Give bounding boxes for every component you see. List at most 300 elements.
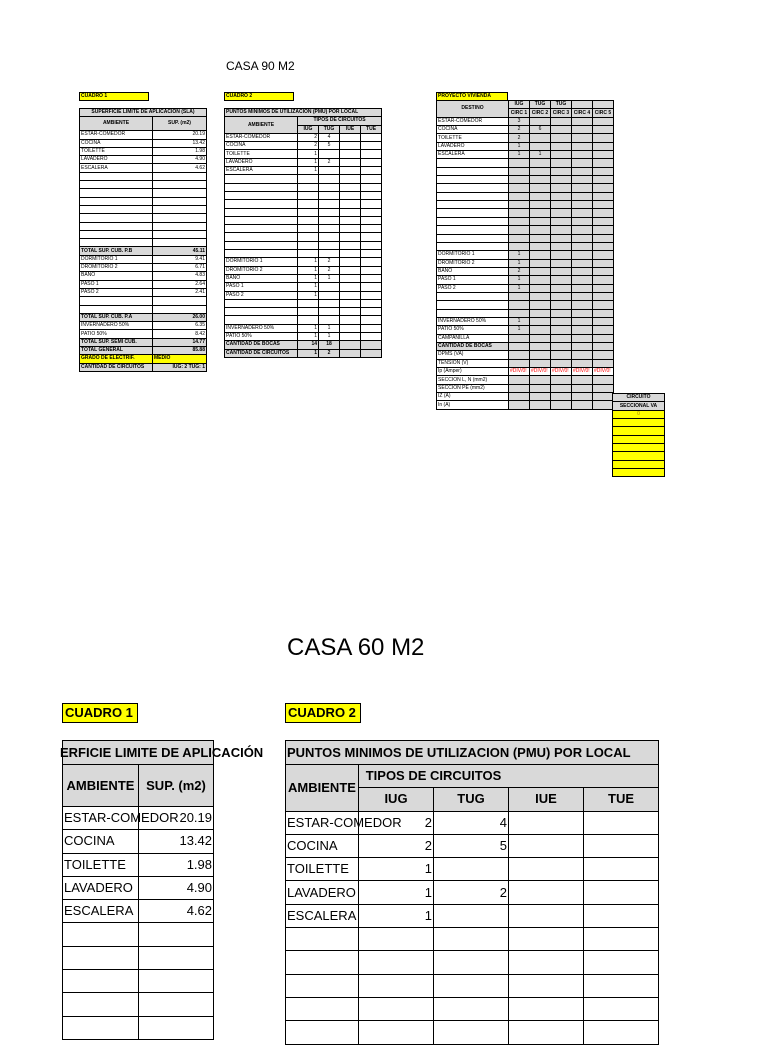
table-row [225,183,382,191]
table-row [80,305,207,313]
div0-cell: #DIV/0! [551,368,572,376]
sup-cell: 4.83 [153,272,207,280]
circ-cell [551,126,572,134]
circ-cell [593,317,614,325]
ambiente-cell [225,183,298,191]
circ-cell [593,126,614,134]
sup-cell [153,297,207,305]
circ-cell [572,284,593,292]
ambiente-cell: PASO 2 [80,288,153,296]
circ-cell [551,201,572,209]
value-cell [584,997,659,1020]
circ-cell [593,351,614,359]
value-cell: 1 [319,324,340,332]
circ-cell [530,142,551,150]
value-cell [319,183,340,191]
cantidad-bocas-value [361,341,382,349]
value-cell: 2 [434,881,509,904]
value-cell [509,858,584,881]
table-row [437,359,614,367]
circ-header: CIRC 5 [593,109,614,117]
table-row [225,283,382,291]
ambiente-cell [286,974,359,997]
value-cell [359,951,434,974]
value-cell [434,928,509,951]
circ-cell [593,376,614,384]
circ-cell [509,159,530,167]
table-row [437,334,614,342]
value-cell: 2 [359,811,434,834]
value-cell [509,974,584,997]
ambiente-cell: ESCALERA [225,167,298,175]
circ-cell: 1 [509,251,530,259]
table-row [80,280,207,288]
ambiente-cell: BAÑO [80,272,153,280]
value-cell [319,208,340,216]
circ-cell [572,267,593,275]
bottom-row-label: CANTIDAD DE BOCAS [437,342,509,350]
page-title-casa-60: CASA 60 M2 [287,634,425,661]
table-row [286,834,659,857]
circ-cell [593,142,614,150]
table-row [437,251,614,259]
value-cell [319,167,340,175]
table-row [286,881,659,904]
circ-cell [572,351,593,359]
circ-cell [530,342,551,350]
circ-cell [572,226,593,234]
table-row [225,324,382,332]
circ-cell [551,117,572,125]
destino-cell [437,234,509,242]
value-cell [340,142,361,150]
value-cell: 2 [298,142,319,150]
value-cell [359,1021,434,1044]
circ-cell [593,251,614,259]
circ-cell [572,151,593,159]
ambiente-cell [225,241,298,249]
circ-cell [572,292,593,300]
circ-cell [530,351,551,359]
ambiente-cell: PATIO 50% [225,333,298,341]
table-row [225,291,382,299]
cantidad-circuitos-value: 2 [319,349,340,357]
table-row [80,347,207,355]
table-row [286,974,659,997]
circ-cell [530,284,551,292]
sup-cell: 2.64 [153,280,207,288]
value-cell: 1 [319,333,340,341]
value-cell [359,997,434,1020]
circ-cell: 2 [509,126,530,134]
circ-cell [509,292,530,300]
circ-cell [572,276,593,284]
sup-cell: 1.98 [139,853,214,876]
value-cell [319,283,340,291]
circ-cell [509,309,530,317]
circ-cell [551,301,572,309]
table-row [437,276,614,284]
ambiente-cell: ESTAR-COMEDOR [80,131,153,139]
circ-cell [593,309,614,317]
sup-cell [139,946,214,969]
value-cell [319,191,340,199]
table-row [437,259,614,267]
ambiente-cell [80,305,153,313]
ambiente-cell [80,230,153,238]
sup-cell: 6.35 [153,322,207,330]
circ-cell [593,234,614,242]
table-row [80,230,207,238]
sup-cell: 4.90 [139,876,214,899]
type-header [593,101,614,109]
table-row [437,326,614,334]
table-row [80,338,207,346]
destino-cell: ESTAR-COMEDOR [437,117,509,125]
circ-cell [593,393,614,401]
value-cell [319,200,340,208]
circ-cell [551,242,572,250]
table-row [225,233,382,241]
ambiente-cell: TOILETTE [225,150,298,158]
circ-cell [572,326,593,334]
circ-cell [530,209,551,217]
circ-cell [572,159,593,167]
table-row [286,928,659,951]
table-row [225,258,382,266]
ambiente-cell: ESTAR-COMEDOR [225,133,298,141]
value-cell [340,324,361,332]
ambiente-cell: TOILETTE [80,147,153,155]
circ-cell [572,401,593,409]
ambiente-cell [225,216,298,224]
circ-cell [530,309,551,317]
circ-cell [509,167,530,175]
value-cell [340,258,361,266]
circ-cell [593,292,614,300]
value-cell [361,291,382,299]
ambiente-cell [80,205,153,213]
table-row [437,292,614,300]
circ-cell: 2 [509,267,530,275]
col-iug: IUG [298,125,319,133]
circ-cell [509,301,530,309]
table-row [225,333,382,341]
circ-cell: 1 [509,276,530,284]
sup-cell [139,1016,214,1039]
cantidad-circuitos-label: CANTIDAD DE CIRCUITOS [225,349,298,357]
circ-cell [551,192,572,200]
value-cell [434,904,509,927]
table-row [63,923,214,946]
circ-cell [530,317,551,325]
bottom-row-label: DPMS (VA) [437,351,509,359]
value-cell [509,904,584,927]
circ-cell [593,276,614,284]
col-tug: TUG [319,125,340,133]
circ-cell [509,217,530,225]
table-row [63,807,214,830]
destino-cell [437,192,509,200]
value-cell [359,928,434,951]
destino-cell: TOILETTE [437,134,509,142]
circ-cell [572,242,593,250]
cantidad-bocas-value [340,341,361,349]
table-row [437,117,614,125]
circ-cell: 1 [509,326,530,334]
circ-header: CIRC 4 [572,109,593,117]
value-cell [340,266,361,274]
sup-cell: 4.62 [139,900,214,923]
circ-cell [572,176,593,184]
ambiente-cell [225,316,298,324]
cantidad-circuitos-value: 1 [298,349,319,357]
ambiente-cell [80,197,153,205]
cantidad-bocas-label: CANTIDAD DE BOCAS [225,341,298,349]
circ-cell [593,226,614,234]
ambiente-cell [63,1016,139,1039]
value-cell [361,324,382,332]
table-row [63,876,214,899]
value-cell [361,233,382,241]
col-iug: IUG [359,788,434,811]
value-cell [340,316,361,324]
value-cell [509,997,584,1020]
value-cell [340,283,361,291]
circ-cell [572,334,593,342]
table-row [437,301,614,309]
ambiente-cell [80,214,153,222]
value-cell [584,881,659,904]
ambiente-cell: LAVADERO [286,881,359,904]
bottom-row-label: TENSION (V) [437,359,509,367]
cuadro1-label: CUADRO 1 [79,92,149,101]
circ-cell [593,201,614,209]
table-row [80,247,207,255]
circ-cell [593,384,614,392]
sup-cell [153,230,207,238]
table-row [63,1016,214,1039]
circ-cell [530,184,551,192]
cantidad-circuitos-value [340,349,361,357]
sup-cell: 13.42 [139,830,214,853]
circ-cell [509,401,530,409]
table-row [225,241,382,249]
value-cell [361,133,382,141]
table-row [80,214,207,222]
circ-cell [509,226,530,234]
value-cell: 4 [319,133,340,141]
table-row [437,217,614,225]
circ-cell: 1 [509,317,530,325]
value-cell [434,974,509,997]
circ-cell [530,159,551,167]
circ-cell [530,117,551,125]
circ-cell [509,376,530,384]
circ-cell [593,284,614,292]
value-cell [361,216,382,224]
value-cell [298,299,319,307]
value-cell [340,183,361,191]
value-cell: 1 [359,881,434,904]
value-cell [319,233,340,241]
cantidad-bocas-value: 18 [319,341,340,349]
circ-cell [530,234,551,242]
destino-cell [437,201,509,209]
circ-cell [551,317,572,325]
circ-cell: 2 [509,134,530,142]
circ-cell [551,284,572,292]
proyecto-vivienda-table [436,100,614,410]
seccional-value: 0 [613,410,665,418]
bottom-row-label: IZ (A) [437,393,509,401]
circ-cell [551,309,572,317]
circ-cell [572,234,593,242]
circ-cell [593,167,614,175]
ambiente-cell [80,172,153,180]
big-cuadro1-label: CUADRO 1 [62,703,138,723]
bottom-row-label: SECCION L, N (mm2) [437,376,509,384]
destino-cell [437,167,509,175]
value-cell [361,167,382,175]
circ-cell [593,401,614,409]
ambiente-cell [225,225,298,233]
ambiente-cell [63,946,139,969]
value-cell [584,811,659,834]
table-row [225,250,382,258]
value-cell [340,133,361,141]
value-cell [584,928,659,951]
value-cell [361,266,382,274]
value-cell [319,250,340,258]
circ-cell [551,342,572,350]
destino-cell [437,184,509,192]
ambiente-cell: PASO 2 [225,291,298,299]
table-row [80,297,207,305]
div0-cell: #DIV/0! [530,368,551,376]
circ-cell [593,134,614,142]
table-row [225,167,382,175]
circ-cell [593,359,614,367]
circ-cell [572,251,593,259]
pmu-header: PUNTOS MINIMOS DE UTILIZACION (PMU) POR LOCAL [286,741,659,765]
table-row [225,308,382,316]
circ-cell [551,276,572,284]
value-cell: 5 [319,142,340,150]
value-cell [298,216,319,224]
sup-cell: 85.88 [153,347,207,355]
col-tue: TUE [584,788,659,811]
big-cuadro2-label: CUADRO 2 [285,703,361,723]
value-cell [298,241,319,249]
ambiente-cell: TOTAL SUP. CUB. P.A [80,313,153,321]
value-cell [361,283,382,291]
table-row [80,147,207,155]
circ-cell [572,393,593,401]
grado-value: MEDIO [153,355,207,363]
ambiente-cell [80,181,153,189]
ambiente-cell: TOILETTE [63,853,139,876]
value-cell: 4 [434,811,509,834]
circ-cell [509,234,530,242]
table-row [437,126,614,134]
value-cell [340,225,361,233]
ambiente-cell [225,308,298,316]
value-cell [340,175,361,183]
value-cell [298,200,319,208]
value-cell: 2 [298,133,319,141]
grado-label: GRADO DE ELECTRIF. [80,355,153,363]
ambiente-cell: ESCALERA [80,164,153,172]
circ-cell [530,401,551,409]
table-row [225,158,382,166]
col-iue: IUE [340,125,361,133]
circ-cell [551,226,572,234]
value-cell [361,225,382,233]
circ-cell [530,376,551,384]
value-cell [361,308,382,316]
ambiente-cell: DROMITORIO 2 [80,264,153,272]
value-cell [298,225,319,233]
value-cell [509,811,584,834]
circ-cell [572,384,593,392]
value-cell: 1 [298,266,319,274]
value-cell: 1 [298,274,319,282]
table-row [63,946,214,969]
circ-cell [572,117,593,125]
table-row [225,142,382,150]
type-header: TUG [551,101,572,109]
ambiente-cell: TOTAL GENERAL [80,347,153,355]
circ-cell [593,301,614,309]
destino-cell: LAVADERO [437,142,509,150]
col-iue: IUE [509,788,584,811]
ambiente-cell [225,200,298,208]
value-cell [584,834,659,857]
circ-cell [530,326,551,334]
circ-cell [593,326,614,334]
value-cell: 2 [319,158,340,166]
circ-cell [572,301,593,309]
big-cuadro1-table [60,740,264,1040]
value-cell [298,316,319,324]
value-cell [359,974,434,997]
value-cell [298,308,319,316]
ambiente-cell: LAVADERO [63,876,139,899]
tipos-circuitos: TIPOS DE CIRCUITOS [359,765,509,788]
value-cell [340,191,361,199]
ambiente-cell: DORMITORIO 1 [80,255,153,263]
big-cuadro2-table [285,740,659,1045]
table-row [437,167,614,175]
destino-cell: ESCALERA [437,151,509,159]
ambiente-cell: PASO 1 [225,283,298,291]
sup-cell [153,189,207,197]
table-row [80,139,207,147]
circ-cell [572,209,593,217]
circ-cell [551,151,572,159]
destino-cell [437,242,509,250]
circ-cell [530,251,551,259]
circ-cell [530,217,551,225]
circ-cell: 1 [509,284,530,292]
table-row [437,226,614,234]
ambiente-cell [286,997,359,1020]
table-row [437,209,614,217]
table-row [63,830,214,853]
ambiente-cell: ESTAR-COMEDOR [63,807,139,830]
value-cell [298,208,319,216]
